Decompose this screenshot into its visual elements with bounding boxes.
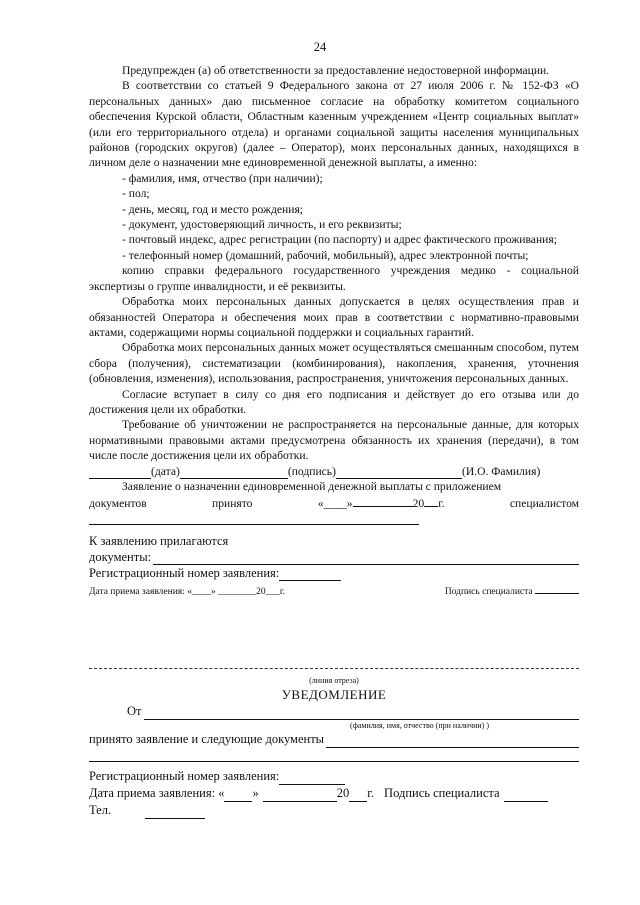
date-received-label: Дата приема заявления: «____» ________20___г. [89,586,286,597]
from-label: От [127,704,142,718]
list-item: - телефонный номер (домашний, рабочий, мобильный), адрес электронной почты; [122,248,529,262]
notice-title: УВЕДОМЛЕНИЕ [281,687,387,702]
cut-line-label: (линия отреза) [309,676,359,685]
notice-from-row [89,703,579,720]
reg-number-blank[interactable] [279,568,341,581]
documents-label: документы: [89,549,152,564]
name-caption: (И.О. Фамилия) [461,464,541,478]
notice-year-label: 20 [336,786,350,800]
specialist-sign-label: Подпись специалиста [444,586,533,597]
notice-specialist-label: Подпись специалиста [384,786,500,800]
date-blank[interactable] [89,466,151,479]
phone-label: Тел. [89,803,112,817]
from-blank[interactable] [144,707,580,720]
list-item: копию справки федерального государственного учреждения медико - социальной экспертизы о группе инвалидности, и её реквизиты. [89,264,579,293]
signature-blank[interactable] [180,466,288,479]
page-number: 24 [313,40,327,54]
application-accepted-label: принято [212,497,253,511]
signature-caption: (подпись) [287,464,336,478]
specialist-sign-blank[interactable] [535,581,579,594]
name-blank[interactable] [336,466,462,479]
phone-blank[interactable] [145,806,205,819]
warning-paragraph: Предупрежден (а) об ответственности за предоставление недостоверной информации. [122,64,550,77]
application-line-2 [89,494,579,511]
accepted-row [89,731,579,748]
list-item: - день, месяц, год и место рождения; [122,202,304,216]
notice-day-blank[interactable] [224,789,252,802]
validity-paragraph: Согласие вступает в силу со дня его подписания и действует до его отзыва или до достижения цели их обработки. [89,387,579,416]
from-hint: (фамилия, имя, отчество (при наличии) ) [350,721,489,730]
application-documents-label: документов [89,497,147,511]
list-item: - пол; [122,187,150,201]
notice-reg-label: Регистрационный номер заявления: [89,769,280,783]
notice-date-row [89,785,579,802]
documents-blank[interactable] [153,552,579,565]
application-specialist-label: специалистом [509,497,579,511]
date-caption: (дата) [151,464,180,478]
list-item: - документ, удостоверяющий личность, и его реквизиты; [122,218,402,232]
exception-paragraph: Требование об уничтожении не распространяется на персональные данные, для которых нормативными правовыми актами предусмотрена обязанность их хранения (передачи), в том числе после достижения цели их обработки. [89,418,579,463]
accepted-label: принято заявление и следующие документы [89,732,325,746]
consent-paragraph: В соответствии со статьей 9 Федерального закона от 27 июля 2006 г. № 152-ФЗ «О персональных данных» даю письменное согласие на обработку комитетом социального обеспечения Курской области, Областным казенным учреждением «Центр социальных выплат» (или его территориального отдела) и органами социальной защиты населения муниципальных районов (городских округов) (далее – Оператор), моих персональных данных, находящихся в личном деле о назначении мне единовременной денежной выплаты, а именно: [89,79,579,170]
notice-section [89,686,579,819]
application-line-1: Заявление о назначении единовременной денежной выплаты с приложением [122,479,502,493]
notice-year-blank[interactable] [349,789,367,802]
methods-paragraph: Обработка моих персональных данных может осуществляться смешанным способом, путем сбора (получения), систематизации (комбинирования), накопления, хранения, уточнения (обновления, изменения), использования, распространения, уничтожения персональных данных. [89,341,579,386]
notice-g-label: г. [367,786,375,800]
notice-month-blank[interactable] [263,789,337,802]
accepted-blank-2[interactable] [89,748,579,762]
accepted-blank[interactable] [326,735,579,748]
notice-date-quote: » [252,786,259,800]
list-item: - фамилия, имя, отчество (при наличии); [122,171,323,185]
application-date[interactable]: «____» 20 г. [318,494,445,511]
signature-line [89,464,579,479]
notice-reg-row [89,768,579,785]
phone-row [89,802,579,819]
consent-body [89,63,579,599]
date-received-row [89,581,579,599]
purpose-paragraph: Обработка моих персональных данных допускается в целях осуществления прав и обязанностей Оператора и обеспечения моих прав в соответствии с нормативно-правовыми актами, содержащими нормы социальной поддержки и социальных гарантий. [89,295,579,339]
reg-number-label: Регистрационный номер заявления: [89,565,280,580]
attachments-documents-row [89,549,579,565]
notice-reg-blank[interactable] [279,772,345,785]
notice-specialist-blank[interactable] [504,789,548,802]
notice-date-label: Дата приема заявления: « [89,786,225,800]
list-item: - почтовый индекс, адрес регистрации (по паспорту) и адрес фактического проживания; [122,233,557,247]
attachments-heading: К заявлению прилагаются [89,533,229,548]
cut-line [89,668,579,669]
specialist-blank[interactable] [89,512,419,525]
reg-number-row [89,565,579,581]
